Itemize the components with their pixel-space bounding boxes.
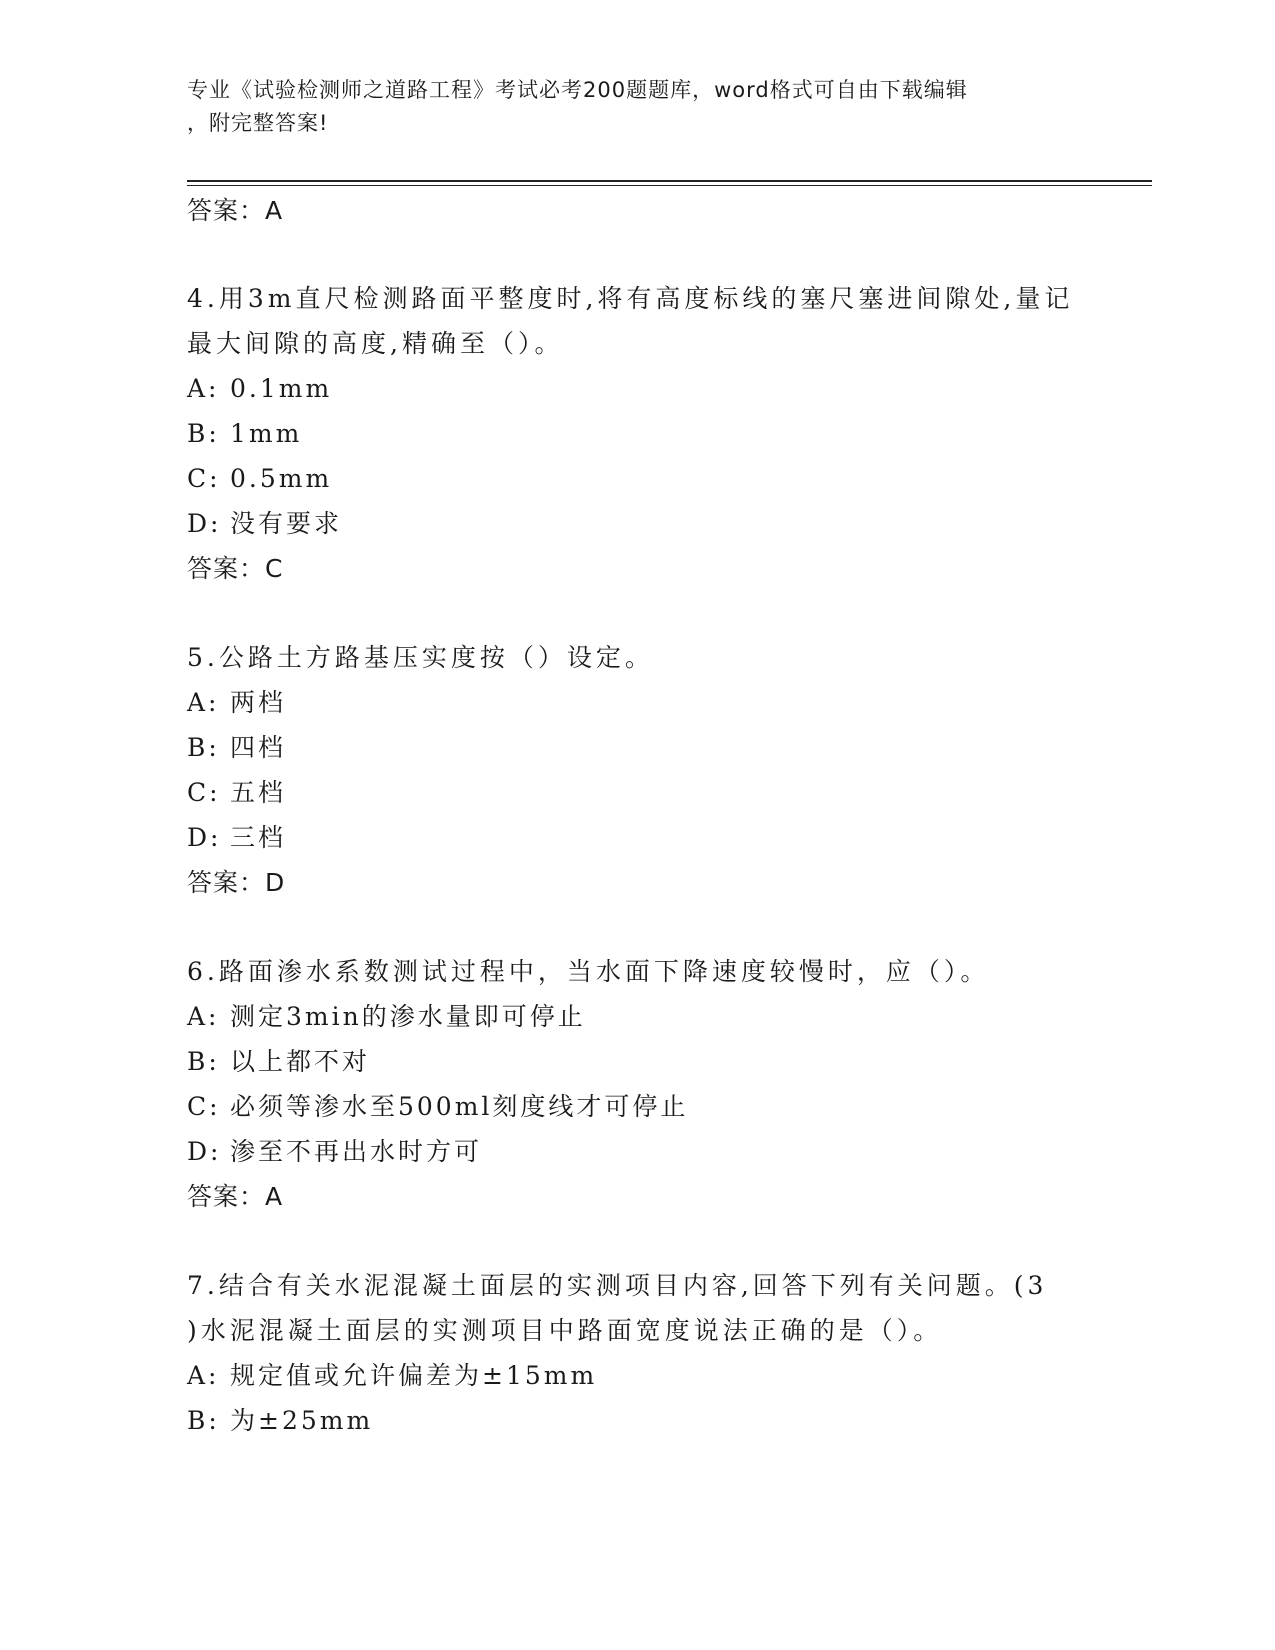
answer-line: 答案：D: [187, 868, 286, 897]
option-c: [187, 456, 1087, 501]
option-b: [187, 1039, 1087, 1084]
option-key: D:: [187, 1137, 222, 1166]
option-b: [187, 411, 1087, 456]
answer-line: 答案：A: [187, 1182, 284, 1211]
question-text-line: 5.公路土方路基压实度按（）设定。: [187, 643, 654, 672]
option-b: [187, 725, 1087, 770]
question-block: [187, 635, 1087, 905]
option-text: 五档: [230, 778, 287, 807]
option-d: [187, 1129, 1087, 1174]
question-text-line: 最大间隙的高度,精确至（）。: [187, 329, 564, 358]
question-text-line: )水泥混凝土面层的实测项目中路面宽度说法正确的是（）。: [187, 1316, 943, 1345]
option-key: A:: [187, 688, 220, 717]
option-key: D:: [187, 509, 222, 538]
answer-line: 答案：A: [187, 196, 284, 225]
header-rule-thin: [187, 185, 1152, 186]
option-a: [187, 1353, 1087, 1398]
option-key: C:: [187, 778, 221, 807]
option-a: [187, 366, 1087, 411]
option-key: C:: [187, 464, 221, 493]
option-text: 四档: [230, 733, 287, 762]
option-key: C:: [187, 1092, 221, 1121]
header-rule-thick: [187, 180, 1152, 182]
option-key: B:: [187, 419, 220, 448]
option-text: 0.1mm: [230, 374, 333, 403]
question-text-line: 7.结合有关水泥混凝土面层的实测项目内容,回答下列有关问题。(3: [187, 1271, 1048, 1300]
option-key: B:: [187, 1047, 220, 1076]
option-key: B:: [187, 733, 220, 762]
answer-line: 答案：C: [187, 554, 284, 583]
option-text: 三档: [230, 823, 287, 852]
option-b: [187, 1398, 1087, 1443]
option-d: [187, 815, 1087, 860]
option-key: A:: [187, 1002, 220, 1031]
option-key: A:: [187, 374, 220, 403]
question-block: [187, 276, 1087, 591]
question-block: [187, 949, 1087, 1219]
option-a: [187, 680, 1087, 725]
question-text-line: 4.用3m直尺检测路面平整度时,将有高度标线的塞尺塞进间隙处,量记: [187, 284, 1074, 313]
option-text: 以上都不对: [230, 1047, 371, 1076]
option-text: 必须等渗水至500ml刻度线才可停止: [230, 1092, 689, 1121]
option-text: 0.5mm: [230, 464, 333, 493]
option-c: [187, 770, 1087, 815]
option-text: 没有要求: [230, 509, 343, 538]
option-c: [187, 1084, 1087, 1129]
question-text-line: 6.路面渗水系数测试过程中，当水面下降速度较慢时，应（）。: [187, 957, 990, 986]
option-text: 规定值或允许偏差为±15mm: [230, 1361, 598, 1390]
option-text: 渗至不再出水时方可: [230, 1137, 483, 1166]
question-block: [187, 1263, 1087, 1443]
option-key: A:: [187, 1361, 220, 1390]
option-key: B:: [187, 1406, 220, 1435]
option-d: [187, 501, 1087, 546]
option-a: [187, 994, 1087, 1039]
question-list: [187, 190, 1087, 1443]
option-text: 为±25mm: [230, 1406, 374, 1435]
option-text: 两档: [230, 688, 287, 717]
option-text: 1mm: [230, 419, 303, 448]
option-key: D:: [187, 823, 222, 852]
header-line-1: 专业《试验检测师之道路工程》考试必考200题题库，word格式可自由下载编辑: [187, 78, 968, 102]
header-line-2: ，附完整答案!: [187, 111, 329, 135]
option-text: 测定3min的渗水量即可停止: [230, 1002, 586, 1031]
document-header: [187, 74, 1087, 140]
